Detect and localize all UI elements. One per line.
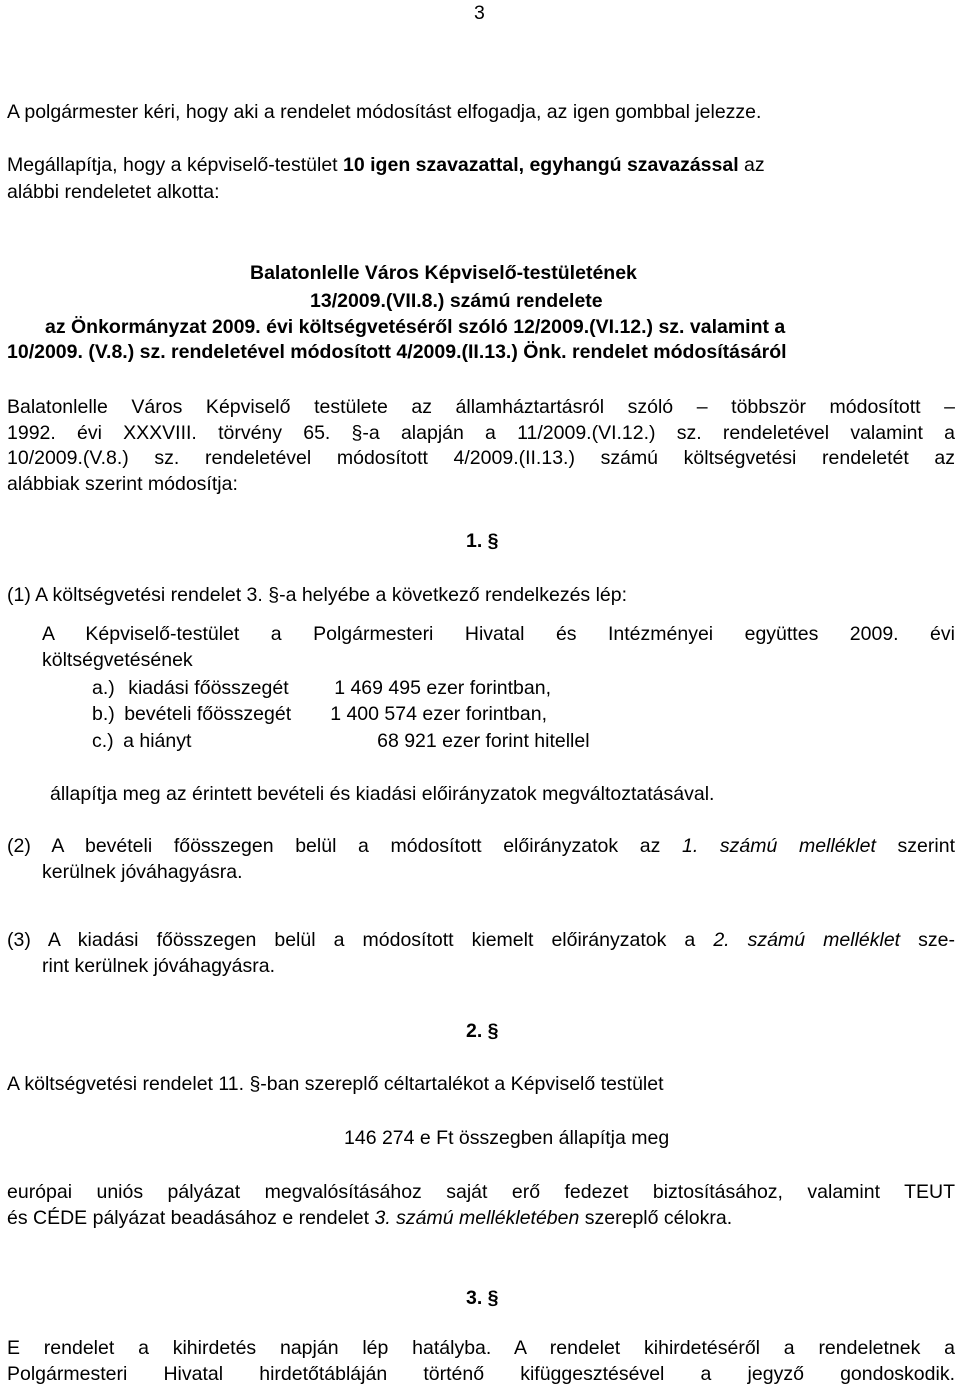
vote-result: 10 igen szavazattal, egyhangú szavazással (343, 154, 739, 176)
annex-3-ref: 3. számú mellékletében (374, 1207, 580, 1229)
intro-line-2 (7, 153, 765, 177)
list-item (92, 729, 590, 753)
section-2-heading: 2. § (466, 1020, 499, 1042)
item-value: 68 921 ezer forint hitellel (377, 730, 590, 752)
item-value: 1 469 495 ezer forintban, (334, 677, 552, 699)
list-item (92, 702, 547, 726)
section-1-para-1-text: A Képviselő-testület a Polgármesteri Hivatal és Intézményei együttes 2009. évi (42, 623, 955, 645)
item-label: a.) (92, 677, 115, 699)
preamble-line-3: 10/2009.(V.8.) sz. rendeletével módosított 4/2009.(II.13.) számú költségvetési rendeletét az (7, 447, 955, 469)
section-2-line-3-text: és CÉDE pályázat beadásához e rendelet (7, 1207, 375, 1229)
title-line-4: 10/2009. (V.8.) sz. rendeletével módosított 4/2009.(II.13.) Önk. rendelet módosításáról (7, 341, 787, 363)
item-value: 1 400 574 ezer forintban, (330, 703, 548, 725)
section-2-line-2: európai uniós pályázat megvalósításához saját erő fedezet biztosításához, valamint TEUT (7, 1181, 955, 1203)
item-label: c.) (92, 730, 114, 752)
title-line-1: Balatonlelle Város Képviselő-testületének (250, 262, 637, 284)
page-number: 3 (474, 2, 485, 24)
section-2-line-3-end: szereplő célokra. (579, 1207, 733, 1229)
section-2-line-1: A költségvetési rendelet 11. §-ban szereplő céltartalékot a Képviselő testület (7, 1073, 664, 1095)
para-2-text: (2) A bevételi főösszegen belül a módosított előirányzatok az (7, 835, 682, 857)
item-name: bevételi főösszegét (124, 703, 292, 725)
item-name: a hiányt (123, 730, 192, 752)
para-2-end: szerint (875, 835, 955, 857)
preamble-line-2: 1992. évi XXXVIII. törvény 65. §-a alapján a 11/2009.(VI.12.) sz. rendeletével valamint a (7, 422, 955, 444)
section-2-line-3 (7, 1206, 732, 1230)
section-1-heading: 1. § (466, 530, 499, 552)
title-line-2: 13/2009.(VII.8.) számú rendelete (310, 290, 603, 312)
section-3-line-1: E rendelet a kihirdetés napján lép hatályba. A rendelet kihirdetéséről a rendeletnek a (7, 1337, 955, 1359)
preamble-line-1: Balatonlelle Város Képviselő testülete az államháztartásról szóló – többször módosított – (7, 396, 955, 418)
section-2-amount: 146 274 e Ft összegben állapítja meg (344, 1127, 670, 1149)
intro-line-2-text: Megállapítja, hogy a képviselő-testület (7, 154, 344, 176)
intro-line-1: A polgármester kéri, hogy aki a rendelet módosítást elfogadja, az igen gombbal jelezze. (7, 101, 762, 123)
para-3-end: sze- (900, 929, 955, 951)
section-3-heading: 3. § (466, 1287, 499, 1309)
annex-1-ref: 1. számú melléklet (681, 835, 876, 857)
para-3-text: (3) A kiadási főösszegen belül a módosított kiemelt előirányzatok a (7, 929, 714, 951)
section-1-para-1: (1) A költségvetési rendelet 3. §-a helyébe a következő rendelkezés lép: (7, 584, 628, 606)
section-1-para-3 (7, 928, 955, 952)
intro-line-3: alábbi rendeletet alkotta: (7, 181, 220, 203)
section-1-para-2-line-2: kerülnek jóváhagyásra. (42, 861, 243, 883)
section-1-para-2 (7, 834, 955, 858)
list-item (92, 676, 551, 700)
section-3-line-2: Polgármesteri Hivatal hirdetőtábláján történő kifüggesztésével a jegyző gondoskodik. (7, 1363, 955, 1385)
intro-line-2-end: az (738, 154, 765, 176)
title-line-3: az Önkormányzat 2009. évi költségvetéséről szóló 12/2009.(VI.12.) sz. valamint a (45, 316, 786, 338)
item-label: b.) (92, 703, 115, 725)
section-1-para-1-text-2: költségvetésének (42, 649, 193, 671)
section-1-conclusion: állapítja meg az érintett bevételi és kiadási előirányzatok megváltoztatásával. (50, 783, 715, 805)
item-name: kiadási főösszegét (128, 677, 289, 699)
preamble-line-4: alábbiak szerint módosítja: (7, 473, 238, 495)
annex-2-ref: 2. számú melléklet (713, 929, 901, 951)
section-1-para-3-line-2: rint kerülnek jóváhagyásra. (42, 955, 276, 977)
